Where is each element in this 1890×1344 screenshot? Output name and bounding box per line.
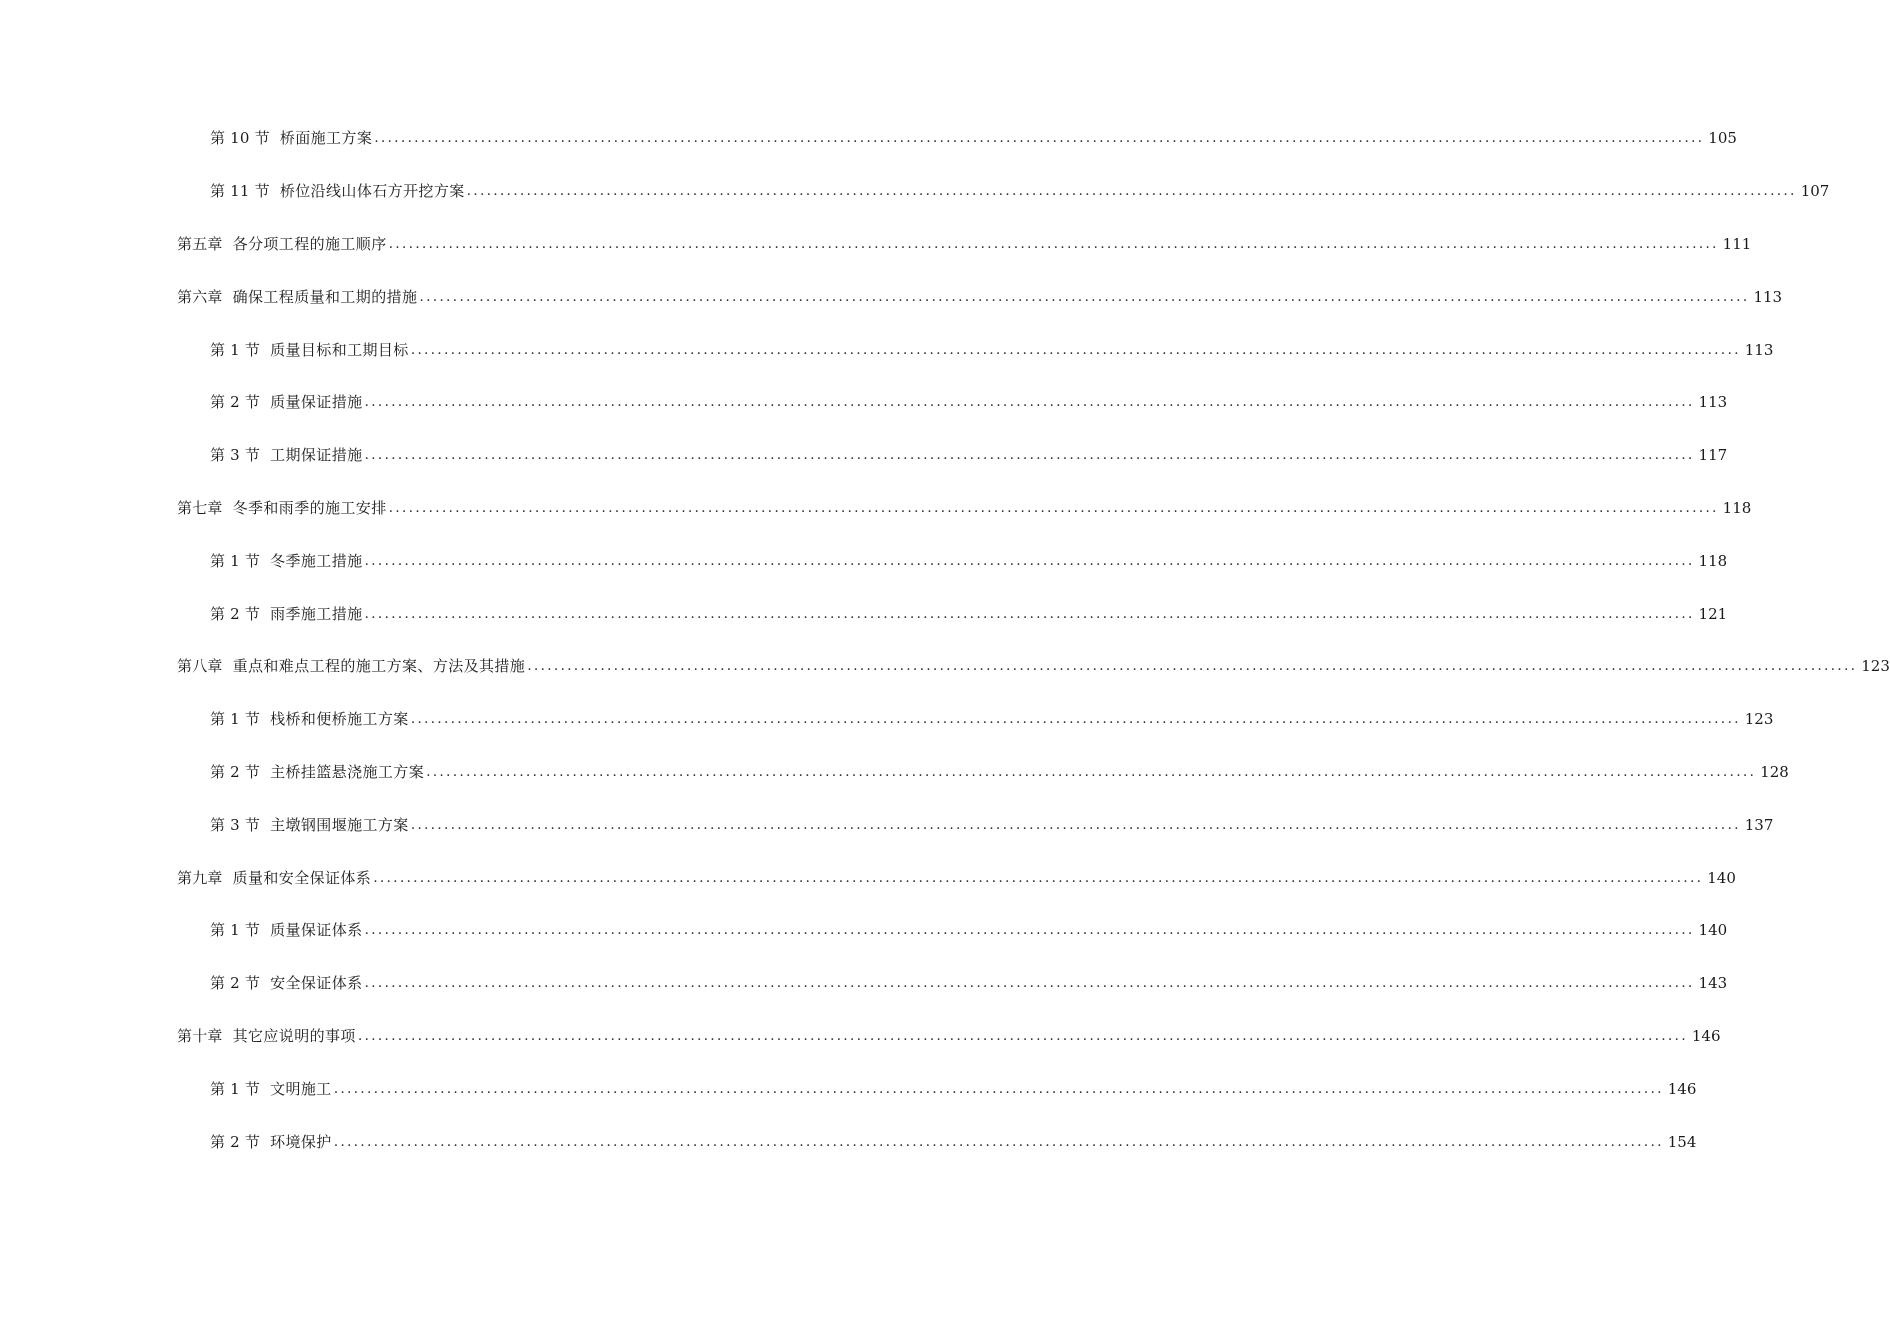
- entry-title: 重点和难点工程的施工方案、方法及其措施: [232, 657, 526, 676]
- entry-page-number: 123: [1744, 710, 1774, 729]
- dot-leader: ........................................................................................................................................................................................................: [388, 499, 1719, 516]
- entry-label: 第 1 节: [210, 1079, 261, 1098]
- toc-entry[interactable]: [0, 270, 1783, 323]
- entry-label: 第九章: [177, 868, 223, 887]
- toc-entry[interactable]: [0, 482, 1752, 535]
- entry-page-number: 137: [1744, 815, 1774, 834]
- toc-entry[interactable]: [0, 218, 1752, 271]
- dot-leader: ........................................................................................................................................................................................................: [333, 1080, 1664, 1097]
- entry-title: 工期保证措施: [270, 446, 363, 465]
- entry-title: 雨季施工措施: [270, 604, 363, 623]
- toc-entry[interactable]: [0, 904, 1728, 957]
- entry-label: 第 3 节: [210, 446, 261, 465]
- entry-page-number: 143: [1698, 974, 1728, 993]
- entry-label: 第 3 节: [210, 815, 261, 834]
- dot-leader: ........................................................................................................................................................................................................: [388, 235, 1719, 252]
- entry-title: 栈桥和便桥施工方案: [270, 710, 409, 729]
- entry-title: 确保工程质量和工期的措施: [232, 287, 418, 306]
- dot-leader: ........................................................................................................................................................................................................: [364, 605, 1695, 622]
- entry-title: 桥位沿线山体石方开挖方案: [279, 182, 465, 201]
- dot-leader: ........................................................................................................................................................................................................: [527, 658, 1858, 675]
- entry-title: 冬季施工措施: [270, 551, 363, 570]
- entry-title: 环境保护: [270, 1132, 332, 1151]
- dot-leader: ........................................................................................................................................................................................................: [419, 288, 1750, 305]
- dot-leader: ........................................................................................................................................................................................................: [410, 816, 1741, 833]
- entry-page-number: 146: [1667, 1079, 1697, 1098]
- dot-leader: ........................................................................................................................................................................................................: [410, 341, 1741, 358]
- entry-label: 第 2 节: [210, 604, 261, 623]
- entry-page-number: 118: [1722, 498, 1752, 517]
- toc-entry[interactable]: [0, 798, 1774, 851]
- dot-leader: ........................................................................................................................................................................................................: [364, 552, 1695, 569]
- toc-entry[interactable]: [0, 851, 1736, 904]
- entry-page-number: 113: [1744, 340, 1774, 359]
- entry-title: 质量保证措施: [270, 393, 363, 412]
- entry-title: 质量目标和工期目标: [270, 340, 409, 359]
- entry-label: 第 2 节: [210, 393, 261, 412]
- entry-label: 第 1 节: [210, 551, 261, 570]
- dot-leader: ........................................................................................................................................................................................................: [364, 447, 1695, 464]
- entry-page-number: 111: [1722, 234, 1752, 253]
- entry-label: 第十章: [177, 1026, 223, 1045]
- toc-entry[interactable]: [0, 1062, 1697, 1115]
- toc-entry[interactable]: [0, 323, 1774, 376]
- toc-entry[interactable]: [0, 1115, 1697, 1168]
- entry-page-number: 140: [1698, 921, 1728, 940]
- toc-entry[interactable]: [0, 1010, 1721, 1063]
- dot-leader: ........................................................................................................................................................................................................: [466, 183, 1797, 200]
- entry-page-number: 154: [1667, 1132, 1697, 1151]
- entry-label: 第 10 节: [210, 129, 270, 148]
- dot-leader: ........................................................................................................................................................................................................: [357, 1027, 1688, 1044]
- toc-entry[interactable]: [0, 957, 1728, 1010]
- entry-page-number: 118: [1698, 551, 1728, 570]
- entry-label: 第 1 节: [210, 340, 261, 359]
- entry-page-number: 117: [1698, 446, 1728, 465]
- entry-title: 安全保证体系: [270, 974, 363, 993]
- entry-label: 第七章: [177, 498, 223, 517]
- toc-entry[interactable]: [0, 534, 1728, 587]
- entry-page-number: 140: [1707, 868, 1736, 887]
- toc-entry[interactable]: [0, 693, 1774, 746]
- entry-title: 质量保证体系: [270, 921, 363, 940]
- entry-page-number: 105: [1708, 129, 1737, 148]
- entry-label: 第 11 节: [210, 182, 270, 201]
- dot-leader: ........................................................................................................................................................................................................: [410, 711, 1741, 728]
- entry-label: 第八章: [177, 657, 223, 676]
- entry-title: 主墩钢围堰施工方案: [270, 815, 409, 834]
- entry-label: 第五章: [177, 234, 223, 253]
- dot-leader: ........................................................................................................................................................................................................: [333, 1133, 1664, 1150]
- entry-label: 第 1 节: [210, 710, 261, 729]
- entry-title: 文明施工: [270, 1079, 332, 1098]
- entry-page-number: 113: [1698, 393, 1728, 412]
- dot-leader: ........................................................................................................................................................................................................: [364, 975, 1695, 992]
- dot-leader: ........................................................................................................................................................................................................: [374, 130, 1705, 147]
- entry-title: 主桥挂篮悬浇施工方案: [270, 762, 425, 781]
- entry-page-number: 128: [1760, 762, 1789, 781]
- entry-label: 第六章: [177, 287, 223, 306]
- entry-page-number: 121: [1698, 604, 1728, 623]
- toc-entry[interactable]: [0, 587, 1728, 640]
- entry-page-number: 113: [1753, 287, 1783, 306]
- entry-label: 第 2 节: [210, 762, 261, 781]
- toc-entry[interactable]: [0, 112, 1737, 165]
- toc-entry[interactable]: [0, 165, 1830, 218]
- toc-entry[interactable]: [0, 429, 1728, 482]
- entry-page-number: 107: [1800, 182, 1830, 201]
- entry-title: 各分项工程的施工顺序: [232, 234, 387, 253]
- toc-entry[interactable]: [0, 376, 1728, 429]
- dot-leader: ........................................................................................................................................................................................................: [364, 922, 1695, 939]
- entry-label: 第 1 节: [210, 921, 261, 940]
- dot-leader: ........................................................................................................................................................................................................: [426, 763, 1757, 780]
- toc-entry[interactable]: [0, 746, 1789, 799]
- dot-leader: ........................................................................................................................................................................................................: [373, 869, 1704, 886]
- dot-leader: ........................................................................................................................................................................................................: [364, 394, 1695, 411]
- entry-title: 桥面施工方案: [279, 129, 373, 148]
- table-of-contents: [0, 112, 1890, 1168]
- entry-title: 其它应说明的事项: [232, 1026, 356, 1045]
- toc-entry[interactable]: [0, 640, 1890, 693]
- entry-label: 第 2 节: [210, 974, 261, 993]
- entry-page-number: 123: [1861, 657, 1890, 676]
- entry-page-number: 146: [1691, 1026, 1721, 1045]
- entry-label: 第 2 节: [210, 1132, 261, 1151]
- entry-title: 冬季和雨季的施工安排: [232, 498, 387, 517]
- entry-title: 质量和安全保证体系: [232, 868, 372, 887]
